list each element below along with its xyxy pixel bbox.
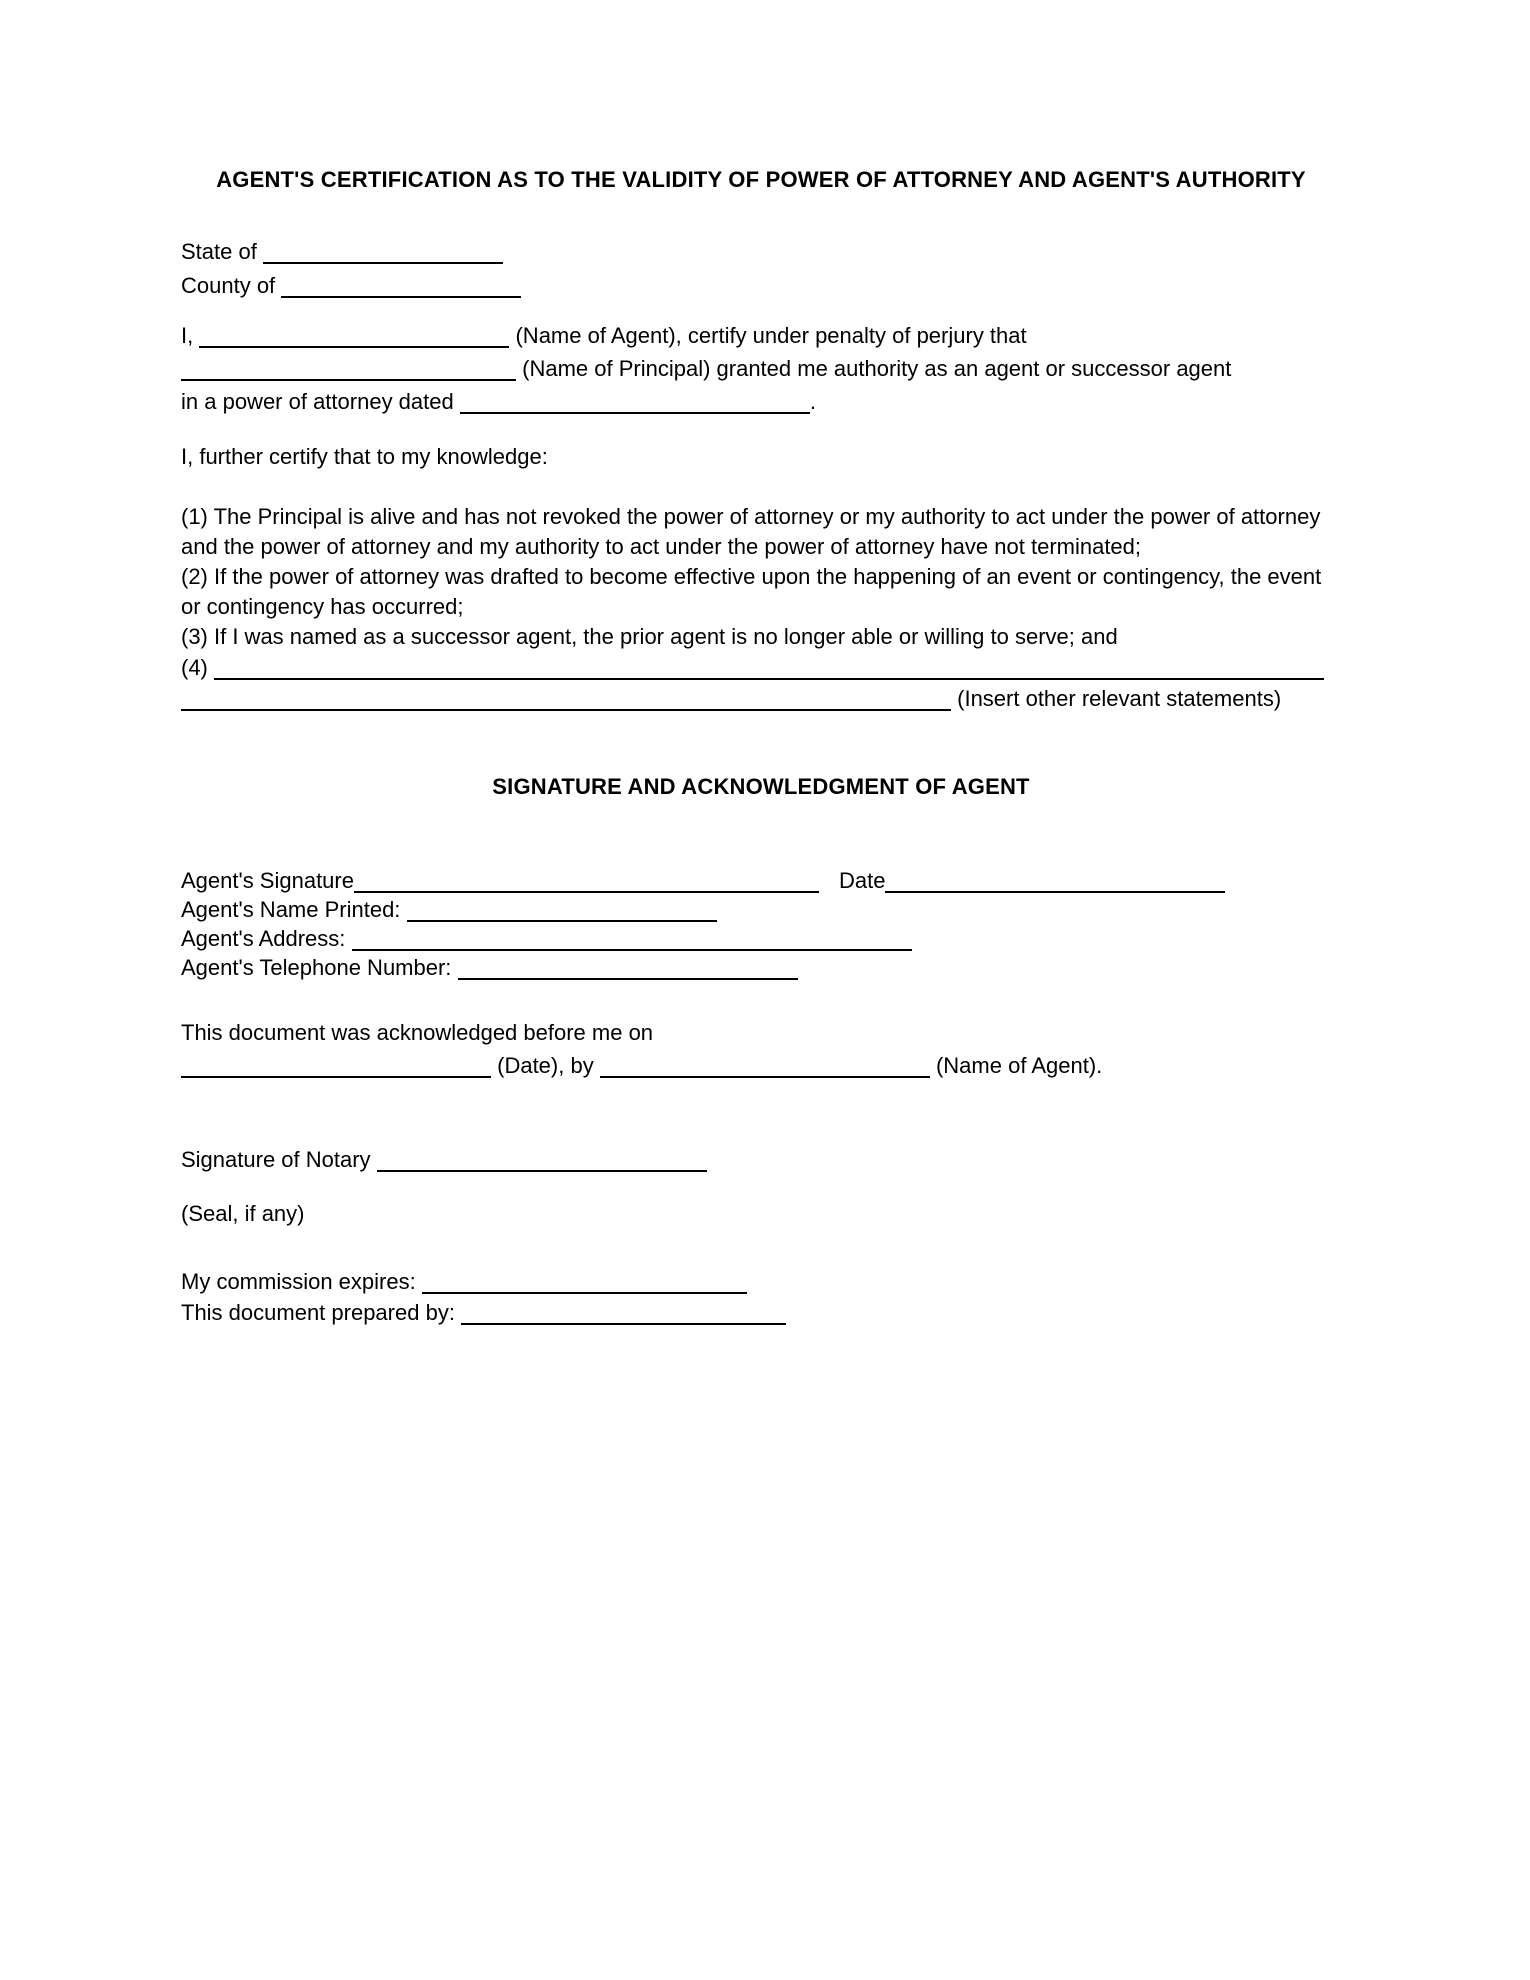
certification-paragraph <box>181 319 1341 418</box>
county-blank-field[interactable] <box>281 276 521 298</box>
intro-prefix: I, <box>181 323 194 348</box>
certification-items <box>181 502 1341 714</box>
signature-section-heading: SIGNATURE AND ACKNOWLEDGMENT OF AGENT <box>492 774 1030 799</box>
insert-note-line <box>181 683 1341 714</box>
agent-name-suffix: (Name of Agent), certify under penalty of perjury that <box>515 323 1027 348</box>
agent-telephone-line <box>181 953 1341 982</box>
principal-name-blank-field[interactable] <box>181 359 516 381</box>
acknowledgment-intro-line: This document was acknowledged before me on <box>181 1020 654 1045</box>
signature-date-blank-field[interactable] <box>885 871 1225 893</box>
prepared-by-blank-field[interactable] <box>461 1303 786 1325</box>
acknowledgment-date-suffix: (Date), by <box>497 1053 594 1078</box>
agent-address-label: Agent's Address: <box>181 926 346 951</box>
dated-prefix: in a power of attorney dated <box>181 389 454 414</box>
item-2: (2) If the power of attorney was drafted to become effective upon the happening of an event or contingency, the event or contingency has occurred; <box>181 564 1322 619</box>
state-label: State of <box>181 239 257 264</box>
final-block <box>181 1266 1341 1328</box>
acknowledgment-date-blank-field[interactable] <box>181 1056 491 1078</box>
jurisdiction-block <box>181 235 1341 303</box>
agent-signature-blank-field[interactable] <box>354 871 819 893</box>
date-label: Date <box>838 868 886 893</box>
state-blank-field[interactable] <box>263 242 503 264</box>
agent-signature-block <box>181 866 1341 982</box>
seal-note-line: (Seal, if any) <box>181 1201 305 1226</box>
prepared-by-label: This document prepared by: <box>181 1300 455 1325</box>
agent-address-blank-field[interactable] <box>352 929 912 951</box>
commission-expires-label: My commission expires: <box>181 1269 416 1294</box>
agent-signature-line <box>181 866 1341 895</box>
acknowledgment-detail-line <box>181 1049 1341 1082</box>
agent-address-line <box>181 924 1341 953</box>
acknowledgment-agent-blank-field[interactable] <box>600 1056 930 1078</box>
item-1: (1) The Principal is alive and has not revoked the power of attorney or my authority to act under the power of attorney and the power of attorney and my authority to act under the power of attorney have not terminated; <box>181 504 1321 559</box>
certification-line-2 <box>181 352 1341 385</box>
document-content <box>181 165 1341 1328</box>
county-label: County of <box>181 273 276 298</box>
other-statements-blank-field-1[interactable] <box>214 658 1324 680</box>
certification-line-1 <box>181 319 1341 352</box>
other-statements-blank-field-2[interactable] <box>181 689 951 711</box>
acknowledgment-block <box>181 1016 1341 1082</box>
agent-signature-label: Agent's Signature <box>181 868 354 893</box>
poa-date-blank-field[interactable] <box>460 392 810 414</box>
notary-signature-label: Signature of Notary <box>181 1147 371 1172</box>
item-3: (3) If I was named as a successor agent, the prior agent is no longer able or willing to serve; and <box>181 624 1118 649</box>
dated-suffix: . <box>809 389 816 414</box>
item-4-prefix: (4) <box>181 655 208 680</box>
commission-expires-line <box>181 1266 1341 1297</box>
principal-suffix: (Name of Principal) granted me authority as an agent or successor agent <box>522 356 1232 381</box>
notary-signature-blank-field[interactable] <box>377 1150 707 1172</box>
agent-name-printed-blank-field[interactable] <box>407 900 717 922</box>
agent-telephone-label: Agent's Telephone Number: <box>181 955 452 980</box>
acknowledgment-agent-suffix: (Name of Agent). <box>935 1053 1103 1078</box>
document-title: AGENT'S CERTIFICATION AS TO THE VALIDITY OF POWER OF ATTORNEY AND AGENT'S AUTHORITY <box>216 167 1306 192</box>
further-certify-line: I, further certify that to my knowledge: <box>181 444 548 469</box>
state-line <box>181 235 1341 269</box>
commission-expires-blank-field[interactable] <box>422 1272 747 1294</box>
agent-name-printed-label: Agent's Name Printed: <box>181 897 401 922</box>
agent-telephone-blank-field[interactable] <box>458 958 798 980</box>
prepared-by-line <box>181 1297 1341 1328</box>
agent-name-printed-line <box>181 895 1341 924</box>
notary-signature-line <box>181 1143 1341 1177</box>
county-line <box>181 269 1341 303</box>
agent-name-blank-field[interactable] <box>199 326 509 348</box>
insert-note: (Insert other relevant statements) <box>957 686 1282 711</box>
certification-line-3 <box>181 385 1341 418</box>
item-4 <box>181 652 1341 683</box>
